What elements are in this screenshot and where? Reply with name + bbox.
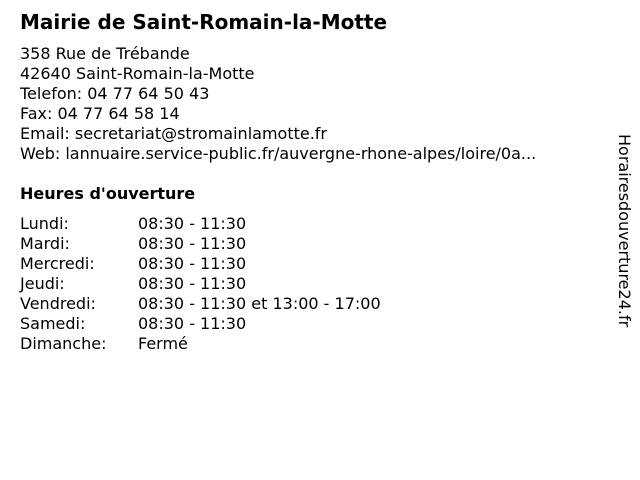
street-address: 358 Rue de Trébande <box>20 44 190 63</box>
hours-row-dimanche <box>20 334 610 354</box>
hours-day: Lundi: <box>20 214 69 233</box>
hours-row-vendredi <box>20 294 610 314</box>
website-link: Web: lannuaire.service-public.fr/auvergne-rhone-alpes/loire/0a... <box>20 144 537 163</box>
hours-time: Fermé <box>138 334 188 353</box>
business-card <box>20 8 610 354</box>
hours-time: 08:30 - 11:30 <box>138 254 247 273</box>
hours-row-samedi <box>20 314 610 334</box>
hours-row-mercredi <box>20 254 610 274</box>
hours-row-mardi <box>20 234 610 254</box>
city-address: 42640 Saint-Romain-la-Motte <box>20 64 255 83</box>
hours-heading: Heures d'ouverture <box>20 184 196 203</box>
hours-time: 08:30 - 11:30 et 13:00 - 17:00 <box>138 294 381 313</box>
hours-day: Samedi: <box>20 314 86 333</box>
hours-time: 08:30 - 11:30 <box>138 214 247 233</box>
hours-day: Jeudi: <box>20 274 65 293</box>
address-block <box>20 44 610 164</box>
hours-day: Dimanche: <box>20 334 107 353</box>
page-title: Mairie de Saint-Romain-la-Motte <box>20 10 388 34</box>
fax-number: Fax: 04 77 64 58 14 <box>20 104 180 123</box>
site-watermark: Horairesdouverture24.fr <box>615 134 634 328</box>
email-address: Email: secretariat@stromainlamotte.fr <box>20 124 328 143</box>
phone-number: Telefon: 04 77 64 50 43 <box>20 84 210 103</box>
hours-time: 08:30 - 11:30 <box>138 314 247 333</box>
hours-time: 08:30 - 11:30 <box>138 234 247 253</box>
hours-time: 08:30 - 11:30 <box>138 274 247 293</box>
hours-day: Mardi: <box>20 234 70 253</box>
hours-row-lundi <box>20 214 610 234</box>
hours-day: Vendredi: <box>20 294 96 313</box>
hours-row-jeudi <box>20 274 610 294</box>
hours-day: Mercredi: <box>20 254 95 273</box>
hours-table <box>20 214 610 354</box>
